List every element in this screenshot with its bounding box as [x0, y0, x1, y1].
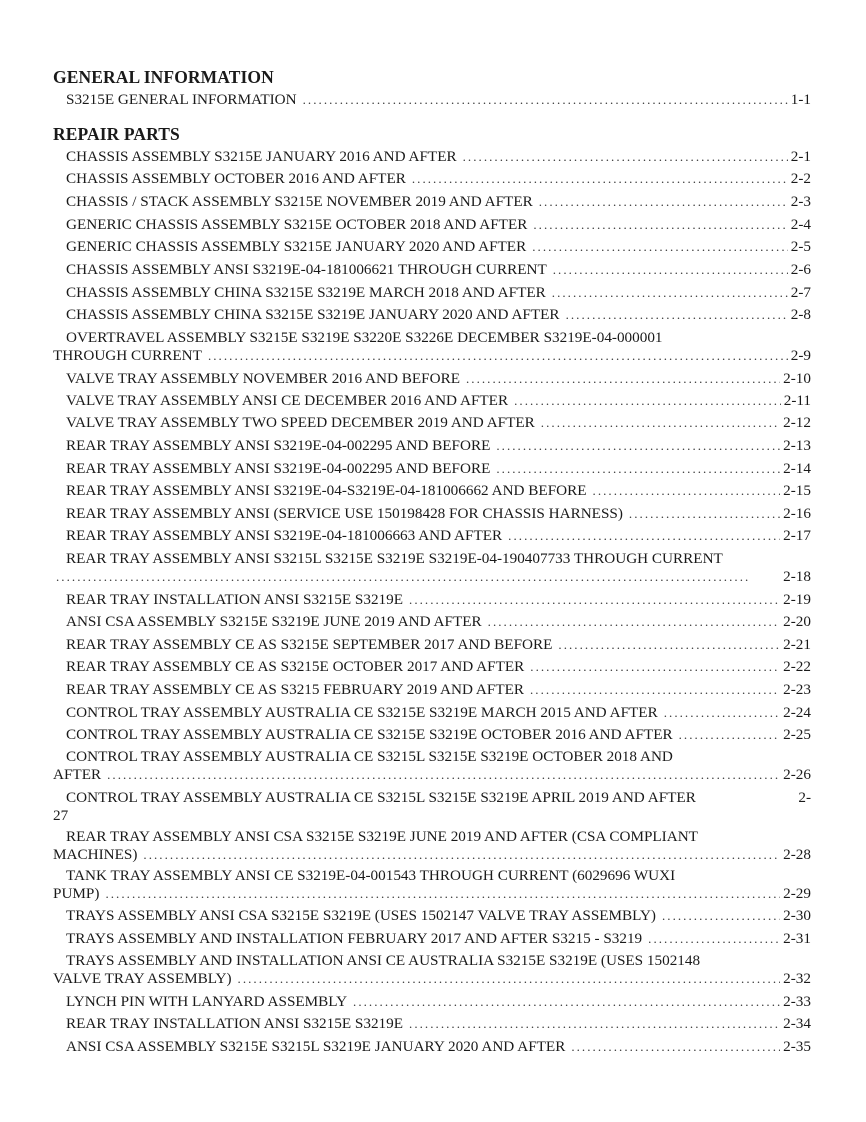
toc-entry-title: REAR TRAY ASSEMBLY ANSI S3215L S3215E S3219E S3219E-04-190407733 THROUGH CURRENT	[66, 550, 723, 567]
toc-entry-title: REAR TRAY ASSEMBLY ANSI (SERVICE USE 150198428 FOR CHASSIS HARNESS)	[66, 505, 623, 522]
toc-entry-line	[0, 392, 866, 410]
toc-entry-line	[0, 993, 866, 1011]
toc-entry-title: CHASSIS ASSEMBLY CHINA S3215E S3219E MARCH 2018 AND AFTER	[66, 284, 546, 301]
toc-entry-line	[0, 591, 866, 609]
toc-entry-line	[0, 414, 866, 432]
toc-entry-line	[0, 347, 866, 365]
toc-entry-title: CHASSIS ASSEMBLY OCTOBER 2016 AND AFTER	[66, 170, 406, 187]
section-heading-general-information: GENERAL INFORMATION	[53, 67, 274, 87]
toc-entry-page: 2-8	[790, 306, 811, 323]
toc-entry-title: ANSI CSA ASSEMBLY S3215E S3219E JUNE 2019 AND AFTER	[66, 613, 482, 630]
toc-entry-line	[0, 846, 866, 864]
toc-entry-page: 2-26	[783, 766, 811, 783]
toc-entry-line	[0, 568, 866, 586]
toc-entry-page: 2-35	[783, 1038, 811, 1055]
toc-entry-page: 2-2	[790, 170, 811, 187]
toc-entry-page: 2-3	[790, 193, 811, 210]
dot-leader	[105, 885, 780, 903]
toc-entry-page: 2-23	[783, 681, 811, 698]
toc-entry-line	[0, 216, 866, 234]
toc-entry-line	[0, 636, 866, 654]
dot-leader	[143, 846, 780, 864]
toc-entry-line	[0, 867, 866, 885]
toc-entry-page: 2-15	[783, 482, 811, 499]
toc-entry-page: 2-9	[790, 347, 811, 364]
toc-entry-line	[0, 193, 866, 211]
dot-leader	[409, 1015, 780, 1033]
dot-leader	[107, 766, 780, 784]
toc-entry-page: 2-32	[783, 970, 811, 987]
toc-entry-title: REAR TRAY INSTALLATION ANSI S3215E S3219E	[66, 1015, 404, 1032]
dot-leader	[463, 148, 788, 166]
toc-entry-page: 2-33	[783, 993, 811, 1010]
dot-leader	[530, 658, 780, 676]
toc-entry-line	[0, 329, 866, 347]
dot-leader	[238, 970, 781, 988]
toc-entry-page: 2-7	[790, 284, 811, 301]
toc-entry-line	[0, 952, 866, 970]
toc-entry-title: GENERIC CHASSIS ASSEMBLY S3215E OCTOBER 2018 AND AFTER	[66, 216, 528, 233]
toc-entry-title: S3215E GENERAL INFORMATION	[66, 91, 297, 108]
toc-entry-title: CHASSIS ASSEMBLY ANSI S3219E-04-181006621 THROUGH CURRENT	[66, 261, 547, 278]
toc-entry-line	[0, 148, 866, 166]
dot-leader	[553, 261, 788, 279]
toc-entry-title: CHASSIS / STACK ASSEMBLY S3215E NOVEMBER 2019 AND AFTER	[66, 193, 533, 210]
toc-entry-title: CHASSIS ASSEMBLY S3215E JANUARY 2016 AND AFTER	[66, 148, 457, 165]
toc-entry-page: 2-6	[790, 261, 811, 278]
toc-entry-title-continued: PUMP)	[53, 885, 100, 902]
dot-leader	[56, 568, 780, 586]
toc-entry-line	[0, 613, 866, 631]
toc-entry-page: 2-29	[783, 885, 811, 902]
dot-leader	[532, 238, 788, 256]
toc-entry-title: CONTROL TRAY ASSEMBLY AUSTRALIA CE S3215E S3219E OCTOBER 2016 AND AFTER	[66, 726, 673, 743]
toc-entry-page: 2-24	[783, 704, 811, 721]
toc-entry-page: 2-1	[790, 148, 811, 165]
toc-entry-title: REAR TRAY ASSEMBLY ANSI S3219E-04-S3219E-04-181006662 AND BEFORE	[66, 482, 587, 499]
toc-entry-line	[0, 970, 866, 988]
toc-entry-page: 1-1	[790, 91, 811, 108]
dot-leader	[412, 170, 788, 188]
dot-leader	[409, 591, 780, 609]
toc-entry-page: 2-21	[783, 636, 811, 653]
toc-entry-title: VALVE TRAY ASSEMBLY NOVEMBER 2016 AND BEFORE	[66, 370, 460, 387]
toc-entry-title: VALVE TRAY ASSEMBLY TWO SPEED DECEMBER 2019 AND AFTER	[66, 414, 535, 431]
dot-leader	[566, 306, 788, 324]
toc-entry-title-continued: THROUGH CURRENT	[53, 347, 202, 364]
toc-entry-title: VALVE TRAY ASSEMBLY ANSI CE DECEMBER 2016 AND AFTER	[66, 392, 509, 409]
toc-entry-line	[0, 828, 866, 846]
dot-leader	[593, 482, 781, 500]
toc-entry-line	[0, 1015, 866, 1033]
toc-entry-page: 2-12	[783, 414, 811, 431]
toc-entry-line	[0, 505, 866, 523]
dot-leader	[508, 527, 780, 545]
toc-entry-line	[0, 748, 866, 766]
dot-leader	[496, 460, 780, 478]
toc-entry-title: CONTROL TRAY ASSEMBLY AUSTRALIA CE S3215L S3215E S3219E APRIL 2019 AND AFTER	[66, 789, 696, 806]
dot-leader	[496, 437, 780, 455]
dot-leader	[488, 613, 781, 631]
toc-entry-page: 2-4	[790, 216, 811, 233]
dot-leader	[533, 216, 787, 234]
toc-entry-title: REAR TRAY ASSEMBLY CE AS S3215E SEPTEMBER 2017 AND BEFORE	[66, 636, 553, 653]
toc-entry-title-continued: VALVE TRAY ASSEMBLY)	[53, 970, 232, 987]
dot-leader	[664, 704, 780, 722]
toc-entry-page: 2-20	[783, 613, 811, 630]
dot-leader	[514, 392, 781, 410]
toc-entry-page: 2-13	[783, 437, 811, 454]
section-heading-repair-parts: REPAIR PARTS	[53, 124, 180, 144]
toc-entry-line	[0, 460, 866, 478]
dot-leader	[208, 347, 788, 365]
toc-entry-title: REAR TRAY ASSEMBLY CE AS S3215E OCTOBER 2017 AND AFTER	[66, 658, 525, 675]
toc-entry-line	[0, 91, 866, 109]
toc-entry-line	[0, 238, 866, 256]
toc-entry-title: TRAYS ASSEMBLY ANSI CSA S3215E S3219E (USES 1502147 VALVE TRAY ASSEMBLY)	[66, 907, 656, 924]
toc-entry-page: 2-10	[783, 370, 811, 387]
toc-entry-page: 2-5	[790, 238, 811, 255]
dot-leader	[679, 726, 781, 744]
toc-entry-title: REAR TRAY ASSEMBLY CE AS S3215 FEBRUARY 2019 AND AFTER	[66, 681, 524, 698]
dot-leader	[541, 414, 780, 432]
toc-entry-title: REAR TRAY ASSEMBLY ANSI S3219E-04-181006663 AND AFTER	[66, 527, 503, 544]
toc-entry-title-continued: MACHINES)	[53, 846, 138, 863]
toc-entry-line	[0, 789, 866, 807]
dot-leader	[466, 370, 780, 388]
dot-leader	[539, 193, 788, 211]
toc-entry-title: TRAYS ASSEMBLY AND INSTALLATION ANSI CE AUSTRALIA S3215E S3219E (USES 1502148	[66, 952, 701, 969]
dot-leader	[552, 284, 788, 302]
toc-entry-line	[0, 437, 866, 455]
toc-entry-page: 2-25	[783, 726, 811, 743]
dot-leader	[629, 505, 780, 523]
toc-entry-title: CONTROL TRAY ASSEMBLY AUSTRALIA CE S3215L S3215E S3219E OCTOBER 2018 AND	[66, 748, 673, 765]
toc-entry-page: 2-34	[783, 1015, 811, 1032]
dot-leader	[571, 1038, 780, 1056]
toc-entry-page: 2-22	[783, 658, 811, 675]
toc-entry-line	[0, 527, 866, 545]
toc-entry-title: GENERIC CHASSIS ASSEMBLY S3215E JANUARY 2020 AND AFTER	[66, 238, 527, 255]
toc-entry-title: OVERTRAVEL ASSEMBLY S3215E S3219E S3220E S3226E DECEMBER S3219E-04-000001	[66, 329, 663, 346]
toc-entry-line	[0, 907, 866, 925]
toc-entry-page: 2-16	[783, 505, 811, 522]
toc-entry-page-continued: 27	[53, 807, 69, 824]
toc-entry-line	[0, 807, 866, 825]
toc-entry-page: 2-18	[783, 568, 811, 585]
dot-leader	[530, 681, 780, 699]
toc-entry-title: LYNCH PIN WITH LANYARD ASSEMBLY	[66, 993, 348, 1010]
toc-entry-line	[0, 704, 866, 722]
toc-entry-line	[0, 766, 866, 784]
toc-entry-line	[0, 170, 866, 188]
toc-entry-page: 2-11	[783, 392, 811, 409]
toc-entry-page: 2-30	[783, 907, 811, 924]
toc-entry-line	[0, 1038, 866, 1056]
toc-entry-page: 2-31	[783, 930, 811, 947]
toc-entry-title: TANK TRAY ASSEMBLY ANSI CE S3219E-04-001543 THROUGH CURRENT (6029696 WUXI	[66, 867, 676, 884]
toc-entry-page: 2-19	[783, 591, 811, 608]
toc-entry-page: 2-14	[783, 460, 811, 477]
toc-entry-line	[0, 930, 866, 948]
toc-entry-line	[0, 370, 866, 388]
dot-leader	[353, 993, 780, 1011]
toc-entry-title: REAR TRAY ASSEMBLY ANSI S3219E-04-002295 AND BEFORE	[66, 460, 491, 477]
dot-leader	[662, 907, 780, 925]
toc-entry-line	[0, 306, 866, 324]
toc-entry-line	[0, 261, 866, 279]
dot-leader	[648, 930, 780, 948]
toc-entry-line	[0, 550, 866, 568]
toc-entry-line	[0, 658, 866, 676]
dot-leader	[303, 91, 788, 109]
dot-leader	[558, 636, 780, 654]
toc-entry-line	[0, 284, 866, 302]
toc-entry-page: 2-17	[783, 527, 811, 544]
toc-entry-page: 2-	[798, 789, 811, 806]
toc-entry-line	[0, 726, 866, 744]
toc-entry-title: REAR TRAY ASSEMBLY ANSI CSA S3215E S3219E JUNE 2019 AND AFTER (CSA COMPLIANT	[66, 828, 698, 845]
toc-entry-line	[0, 885, 866, 903]
toc-entry-title: REAR TRAY ASSEMBLY ANSI S3219E-04-002295 AND BEFORE	[66, 437, 491, 454]
toc-entry-title-continued: AFTER	[53, 766, 102, 783]
toc-entry-title: ANSI CSA ASSEMBLY S3215E S3215L S3219E JANUARY 2020 AND AFTER	[66, 1038, 566, 1055]
toc-entry-title: CONTROL TRAY ASSEMBLY AUSTRALIA CE S3215E S3219E MARCH 2015 AND AFTER	[66, 704, 658, 721]
toc-entry-title: CHASSIS ASSEMBLY CHINA S3215E S3219E JANUARY 2020 AND AFTER	[66, 306, 560, 323]
toc-entry-line	[0, 681, 866, 699]
toc-entry-title: REAR TRAY INSTALLATION ANSI S3215E S3219E	[66, 591, 404, 608]
toc-entry-line	[0, 482, 866, 500]
toc-entry-title: TRAYS ASSEMBLY AND INSTALLATION FEBRUARY 2017 AND AFTER S3215 - S3219	[66, 930, 643, 947]
toc-entry-page: 2-28	[783, 846, 811, 863]
